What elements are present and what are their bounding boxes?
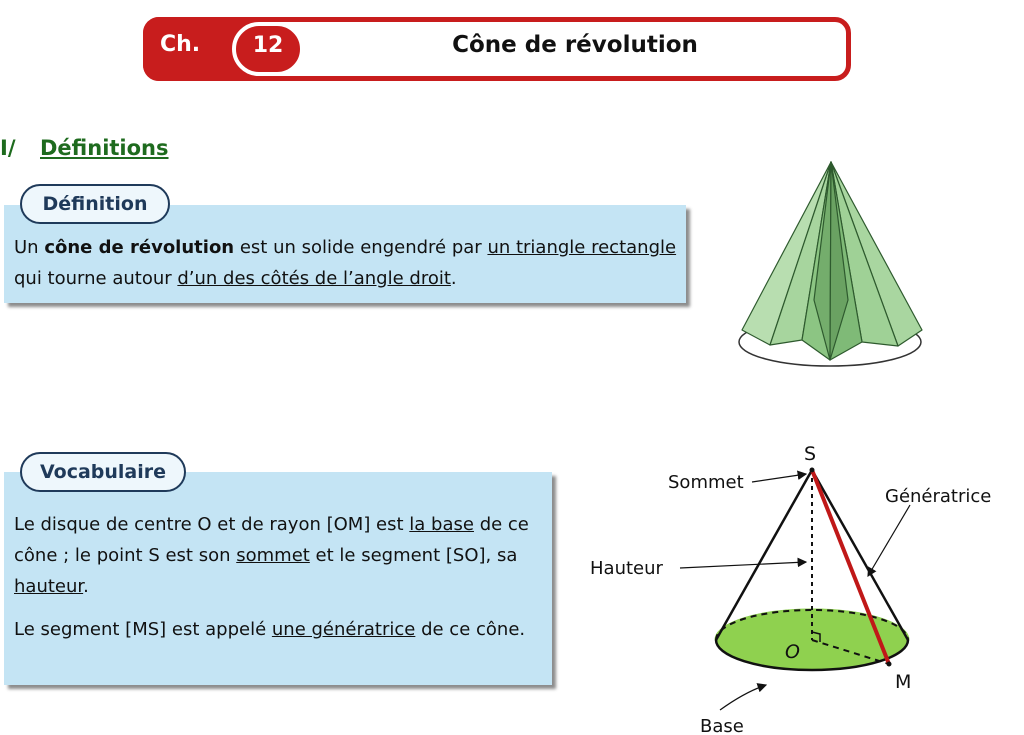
chapter-number: 12: [252, 33, 284, 58]
term-triangle-rectangle: un triangle rectangle: [487, 237, 677, 258]
term-base: la base: [409, 514, 474, 535]
section-number: I/: [0, 136, 16, 160]
term-cone-de-revolution: cône de révolution: [44, 237, 235, 258]
paper-cone-illustration: [730, 150, 940, 375]
vocabulary-tab: Vocabulaire: [20, 452, 186, 492]
text-run: de ce cône.: [415, 619, 526, 640]
generatrice-arrow: [868, 505, 910, 576]
text-run: et le segment [SO], sa: [309, 545, 518, 566]
term-generatrice: une génératrice: [271, 619, 416, 640]
vocabulary-paragraph-2: [14, 614, 544, 645]
definition-tab: Définition: [20, 184, 170, 224]
label-m: M: [895, 671, 912, 693]
term-cote-angle-droit: d’un des côtés de l’angle droit: [177, 268, 451, 289]
text-run: de ce cône ; le point S est son: [14, 514, 529, 566]
label-generatrice: Génératrice: [885, 486, 992, 507]
text-run: Un: [14, 237, 45, 258]
text-run: Le disque de centre O et de rayon [OM] est: [14, 514, 410, 535]
base-arrow: [720, 685, 766, 710]
definition-text: [14, 232, 682, 294]
chapter-prefix: Ch.: [160, 32, 201, 57]
label-o: O: [785, 641, 800, 663]
hauteur-arrow: [680, 562, 806, 568]
text-run: Le segment [MS] est appelé: [14, 619, 272, 640]
text-run: est un solide engendré par: [234, 237, 488, 258]
text-run: .: [83, 576, 89, 597]
term-hauteur: hauteur: [14, 576, 84, 597]
label-base: Base: [700, 716, 744, 735]
text-run: qui tourne autour: [14, 268, 178, 289]
chapter-title: Cône de révolution: [452, 32, 698, 58]
term-sommet: sommet: [236, 545, 310, 566]
section-title: Définitions: [40, 136, 169, 160]
cone-diagram: [580, 440, 1024, 735]
vocabulary-paragraph-1: [14, 509, 544, 602]
sommet-arrow: [752, 474, 806, 482]
label-s: S: [804, 443, 817, 465]
text-run: .: [450, 268, 457, 289]
label-hauteur: Hauteur: [590, 558, 663, 579]
label-sommet: Sommet: [668, 472, 744, 493]
